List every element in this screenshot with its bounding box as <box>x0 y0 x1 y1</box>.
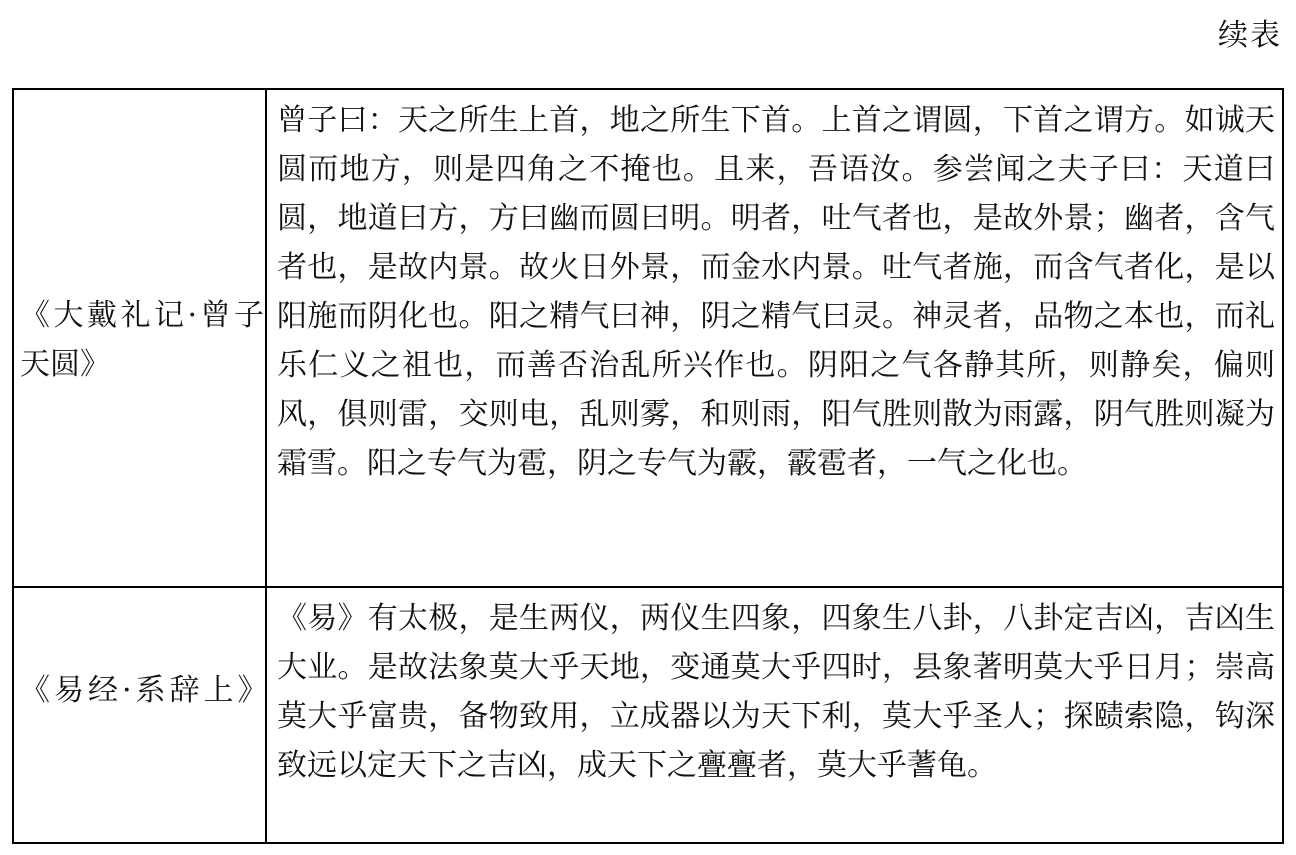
table-row <box>14 588 1282 842</box>
quotation-table <box>12 88 1284 844</box>
source-title: 《大戴礼记·曾子天圆》 <box>20 298 264 382</box>
source-cell <box>14 588 272 842</box>
quote-text: 《易》有太极，是生两仪，两仪生四象，四象生八卦，八卦定吉凶，吉凶生大业。是故法象莫大乎天地，变通莫大乎四时，县象著明莫大乎日月；崇高莫大乎富贵，备物致用，立成器以为天下利，莫大乎圣人；探赜索隐，钩深致远以定天下之吉凶，成天下之亹亹者，莫大乎蓍龟。 <box>277 601 1275 783</box>
source-title: 《易经·系辞上》 <box>20 673 272 708</box>
continued-table-label: 续表 <box>1218 18 1282 53</box>
source-cell <box>14 90 267 586</box>
quote-cell <box>267 588 1282 842</box>
table-row <box>14 90 1282 588</box>
quote-text: 曾子曰：天之所生上首，地之所生下首。上首之谓圆，下首之谓方。如诚天圆而地方，则是四角之不掩也。且来，吾语汝。参尝闻之夫子曰：天道曰圆，地道曰方，方曰幽而圆曰明。明者，吐气者也，是故外景；幽者，含气者也，是故内景。故火日外景，而金水内景。吐气者施，而含气者化，是以阳施而阴化也。阳之精气曰神，阴之精气曰灵。神灵者，品物之本也，而礼乐仁义之祖也，而善否治乱所兴作也。阴阳之气各静其所，则静矣，偏则风，俱则雷，交则电，乱则雾，和则雨，阳气胜则散为雨露，阴气胜则凝为霜雪。阳之专气为雹，阴之专气为霰，霰雹者，一气之化也。 <box>277 103 1275 481</box>
quote-cell <box>267 90 1282 586</box>
